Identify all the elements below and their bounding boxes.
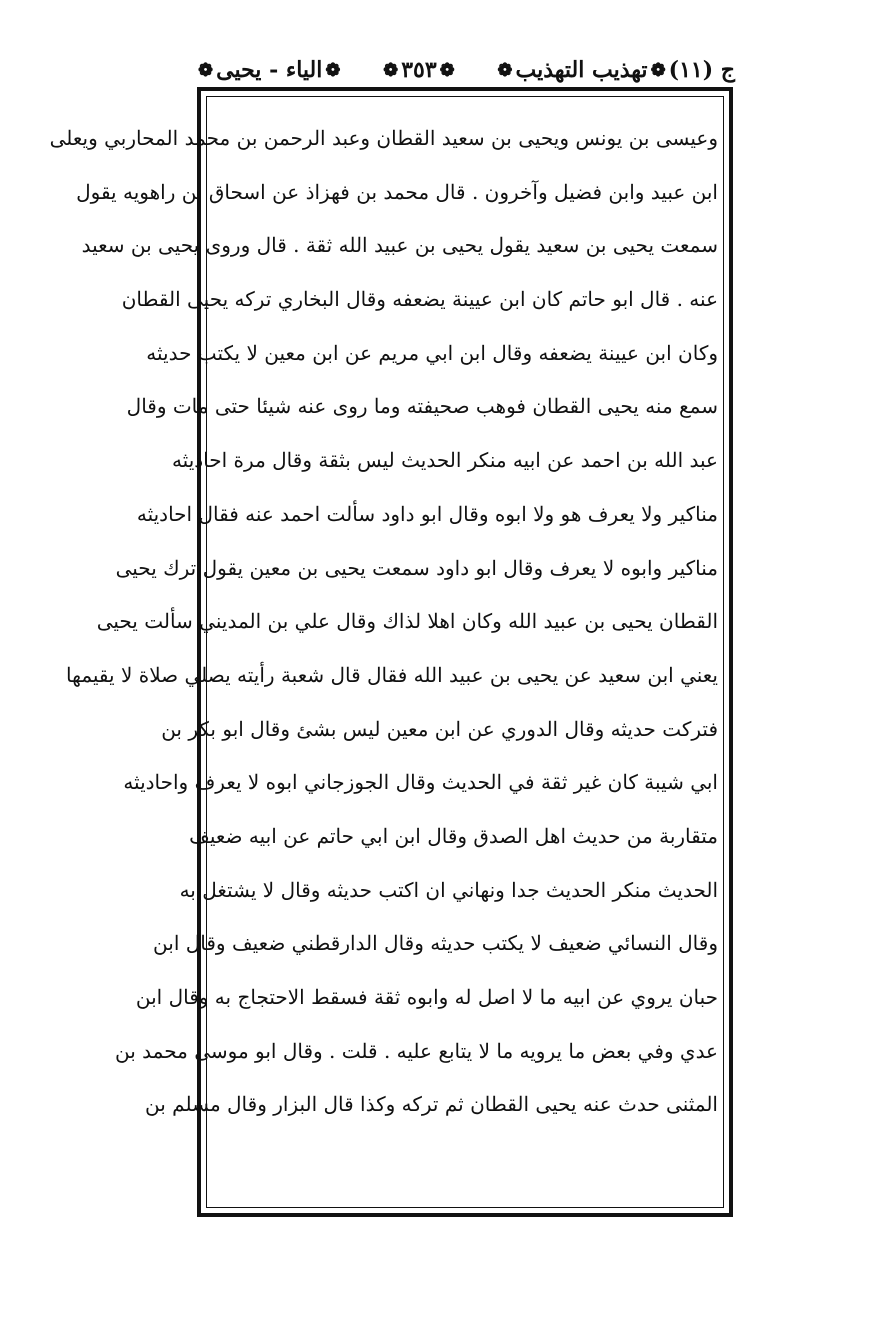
text-line: وعيسى بن يونس ويحيى بن سعيد القطان وعبد الرحمن بن محمد المحاربي ويعلى (49, 126, 718, 150)
ornament-icon: ❁ (383, 59, 399, 81)
text-line: سمع منه يحيى القطان فوهب صحيفته وما روى عنه شيئا حتى مات وقال (126, 394, 718, 419)
header-page-segment (380, 57, 458, 83)
text-line: يعني ابن سعيد عن يحيى بن عبيد الله فقال قال شعبة رأيته يصلي صلاة لا يقيمها (66, 662, 718, 687)
ornament-icon: ❁ (650, 59, 666, 81)
text-line: ابي شيبة كان غير ثقة في الحديث وقال الجوزجاني ابوه لا يعرف واحاديثه (123, 770, 718, 795)
text-line: مناكير وابوه لا يعرف وقال ابو داود سمعت يحيى بن معين يقول ترك يحيى (115, 555, 718, 580)
volume-number: ج (١١) (668, 57, 735, 83)
text-line: مناكير ولا يعرف هو ولا ابوه وقال ابو داود سألت احمد عنه فقال احاديثه (136, 501, 718, 526)
ornament-icon: ❁ (439, 59, 455, 81)
section-title: الياء - يحيى (216, 57, 323, 83)
text-line: الحديث منكر الحديث جدا ونهاني ان اكتب حديثه وقال لا يشتغل به (179, 877, 718, 902)
page-number: ٣٥٣ (401, 57, 437, 83)
ornament-icon: ❁ (198, 59, 214, 81)
text-line: عبد الله بن احمد عن ابيه منكر الحديث ليس بثقة وقال مرة احاديثه (171, 448, 718, 473)
text-line: المثنى حدث عنه يحيى القطان ثم تركه وكذا قال البزار وقال مسلم بن (145, 1092, 718, 1117)
text-line: فتركت حديثه وقال الدوري عن ابن معين ليس بشئ وقال ابو بكر بن (161, 716, 718, 741)
text-line: عدي وفي بعض ما يرويه ما لا يتابع عليه . قلت . وقال ابو موسى محمد بن (115, 1038, 718, 1063)
text-line: وكان ابن عيينة يضعفه وقال ابن ابي مريم عن ابن معين لا يكتب حديثه (146, 340, 718, 365)
header-section-segment (195, 57, 343, 83)
book-title: تهذيب التهذيب (515, 57, 648, 83)
header-volume-segment (494, 57, 735, 83)
text-line: عنه . قال ابو حاتم كان ابن عيينة يضعفه وقال البخاري تركه يحيى القطان (121, 287, 718, 312)
text-line: وقال النسائي ضعيف لا يكتب حديثه وقال الدارقطني ضعيف وقال ابن (153, 931, 718, 956)
text-line: حبان يروي عن ابيه ما لا اصل له وابوه ثقة فسقط الاحتجاج به وقال ابن (135, 985, 718, 1009)
ornament-icon: ❁ (325, 59, 341, 81)
text-line: ابن عبيد وابن فضيل وآخرون . قال محمد بن فهزاذ عن اسحاق بن راهويه يقول (76, 179, 718, 204)
body-text (49, 112, 718, 1132)
text-line: سمعت يحيى بن سعيد يقول يحيى بن عبيد الله ثقة . قال وروى يحيى بن سعيد (81, 233, 718, 258)
text-line: القطان يحيى بن عبيد الله وكان اهلا لذاك وقال علي بن المديني سألت يحيى (96, 609, 718, 634)
page-header (195, 50, 735, 90)
text-line: متقاربة من حديث اهل الصدق وقال ابن ابي حاتم عن ابيه ضعيف (189, 823, 718, 848)
ornament-icon: ❁ (497, 59, 513, 81)
